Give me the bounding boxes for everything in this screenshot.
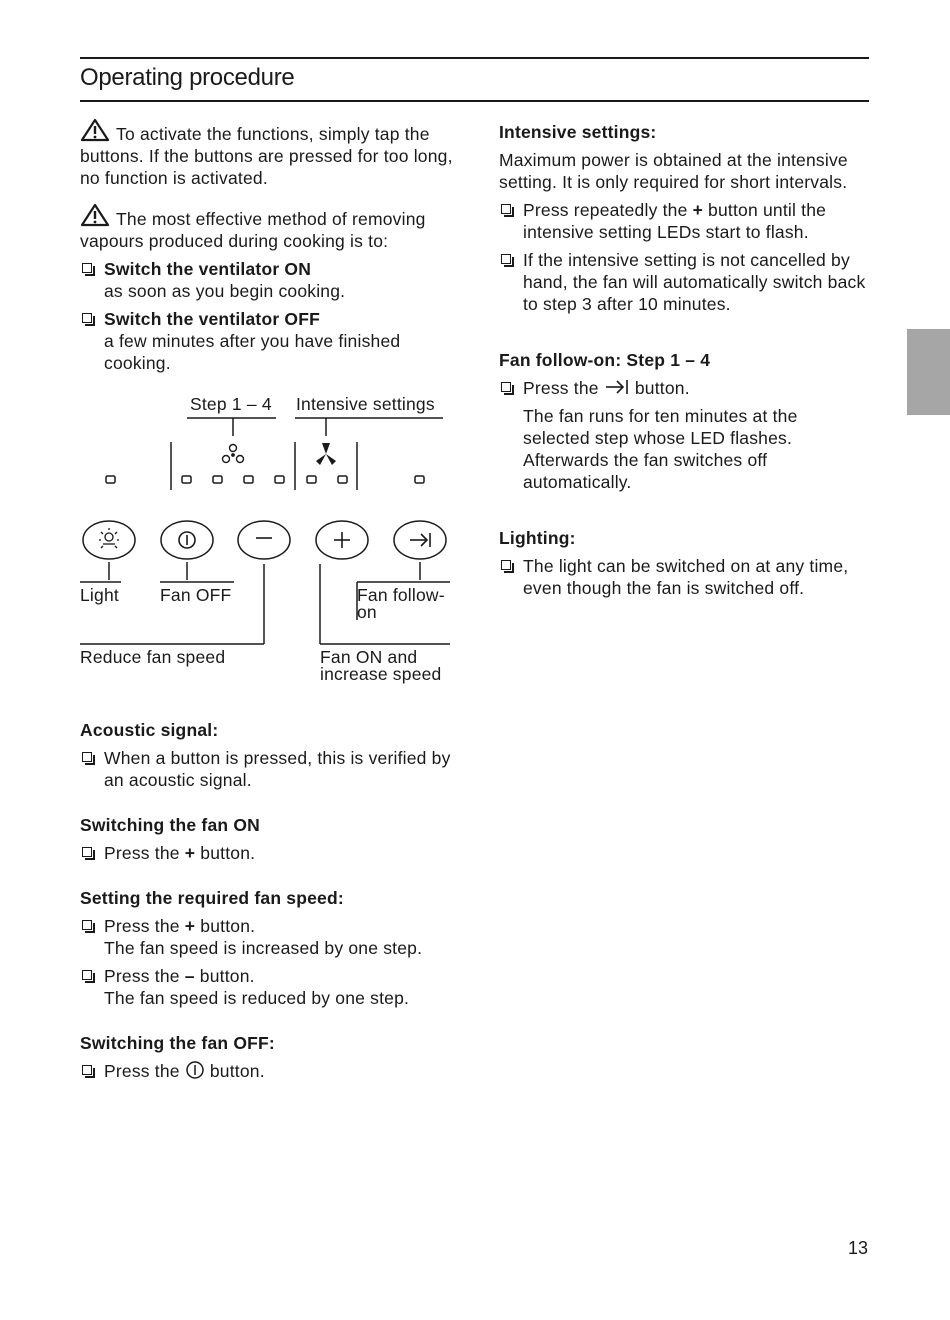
list-item [80, 308, 460, 374]
intensive-text: Maximum power is obtained at the intensive setting. It is only required for short intervals. [499, 150, 848, 192]
page-title: Operating procedure [80, 64, 295, 91]
speed-heading: Setting the required fan speed: [80, 888, 344, 908]
title-underline [80, 100, 869, 102]
warning-tap [80, 118, 460, 189]
checkbox-bullet-icon [501, 382, 511, 392]
checkbox-bullet-icon [501, 254, 511, 264]
intensive-heading: Intensive settings: [499, 122, 657, 142]
fan-on-heading: Switching the fan ON [80, 815, 260, 835]
follow-on-heading: Fan follow-on: Step 1 – 4 [499, 350, 711, 370]
follow-on-icon [604, 379, 630, 395]
warning-icon [80, 118, 110, 142]
fan-large-icon [316, 443, 336, 465]
step-label: Step 1 – 4 [190, 394, 272, 414]
checkbox-bullet-icon [82, 920, 92, 930]
fan-off-heading: Switching the fan OFF: [80, 1033, 275, 1053]
power-icon [179, 532, 195, 548]
switch-on-heading: Switch the ventilator ON [104, 259, 312, 279]
warning-method-text: The most effective method of removing vapours produced during cooking is to: [80, 209, 426, 251]
checkbox-bullet-icon [501, 560, 511, 570]
switch-off-text: a few minutes after you have finished cooking. [104, 331, 401, 373]
fan-off-text-post: button. [204, 1061, 265, 1081]
follow-on-text: The fan runs for ten minutes at the selected step whose LED flashes. Afterwards the fan switches off automatically. [523, 406, 798, 492]
list-item [80, 258, 460, 302]
list-item [80, 915, 460, 959]
checkbox-bullet-icon [82, 313, 92, 323]
list-item [80, 747, 460, 791]
acoustic-heading: Acoustic signal: [80, 720, 219, 740]
switch-on-text: as soon as you begin cooking. [104, 281, 346, 301]
right-column [499, 121, 874, 599]
follow-on-post: button. [629, 378, 690, 398]
plus-symbol: + [184, 916, 196, 936]
plus-icon [334, 532, 350, 548]
fan-on-text-pre: Press the [104, 843, 185, 863]
list-item [499, 249, 874, 315]
plus-symbol: + [184, 843, 196, 863]
list-item [80, 842, 460, 864]
warning-icon [80, 203, 110, 227]
reduce-label: Reduce fan speed [80, 647, 226, 667]
fan-on-label: Fan ON and increase speed [320, 647, 442, 684]
fan-off-text-pre: Press the [104, 1061, 185, 1081]
light-label: Light [80, 585, 119, 605]
speed-down-post: button. [194, 966, 255, 986]
speed-up-pre: Press the [104, 916, 185, 936]
fan-on-text-post: button. [195, 843, 256, 863]
page-number: 13 [848, 1238, 869, 1258]
list-item [80, 965, 460, 1009]
left-column-bottom [80, 719, 460, 1082]
list-item [499, 377, 874, 399]
checkbox-bullet-icon [82, 263, 92, 273]
checkbox-bullet-icon [501, 204, 511, 214]
intensive-step1-pre: Press repeatedly the [523, 200, 693, 220]
fan-small-icon [223, 445, 244, 463]
speed-up-post: button. [195, 916, 256, 936]
left-column-top [80, 118, 460, 374]
fan-off-label: Fan OFF [160, 585, 232, 605]
list-item [499, 199, 874, 243]
speed-up-desc: The fan speed is increased by one step. [104, 938, 423, 958]
switch-off-heading: Switch the ventilator OFF [104, 309, 320, 329]
plus-symbol: + [692, 200, 703, 220]
speed-down-pre: Press the [104, 966, 185, 986]
follow-on-pre: Press the [523, 378, 604, 398]
side-tab [907, 329, 950, 415]
warning-tap-text: To activate the functions, simply tap the buttons. If the buttons are pressed for too long, no function is activated. [80, 124, 453, 188]
fan-follow-label: Fan follow- on [357, 585, 445, 622]
checkbox-bullet-icon [82, 1065, 92, 1075]
lighting-heading: Lighting: [499, 528, 576, 548]
intensive-step2: If the intensive setting is not cancelled by hand, the fan will automatically switch back to step 3 after 10 minutes. [523, 250, 866, 314]
light-icon [99, 528, 119, 548]
checkbox-bullet-icon [82, 847, 92, 857]
checkbox-bullet-icon [82, 752, 92, 762]
warning-method [80, 203, 460, 252]
follow-on-icon [410, 533, 430, 547]
acoustic-text: When a button is pressed, this is verified by an acoustic signal. [104, 748, 451, 790]
list-item [499, 555, 874, 599]
speed-down-desc: The fan speed is reduced by one step. [104, 988, 410, 1008]
power-icon [185, 1060, 205, 1080]
top-rule [80, 57, 869, 59]
minus-symbol: – [184, 966, 195, 986]
lighting-text: The light can be switched on at any time, even though the fan is switched off. [523, 556, 849, 598]
intensive-label: Intensive settings [296, 394, 435, 414]
list-item [80, 1060, 460, 1082]
intensive-step1-post: button until the intensive setting LEDs start to flash. [523, 200, 827, 242]
checkbox-bullet-icon [82, 970, 92, 980]
